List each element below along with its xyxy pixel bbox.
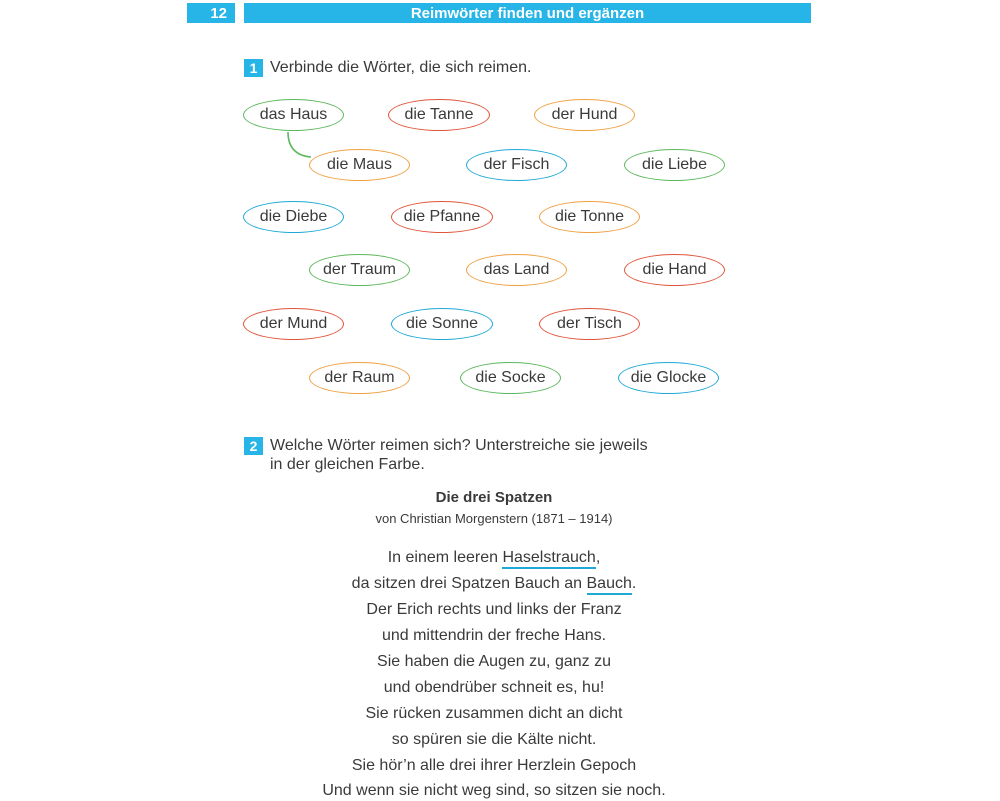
word-die-hand[interactable]: die Hand xyxy=(624,254,725,286)
poem-author: von Christian Morgenstern (1871 – 1914) xyxy=(375,511,613,526)
word-der-fisch[interactable]: der Fisch xyxy=(466,149,567,181)
word-die-glocke[interactable]: die Glocke xyxy=(618,362,719,394)
word-das-haus[interactable]: das Haus xyxy=(243,99,344,131)
task-2-number: 2 xyxy=(244,437,263,455)
poem-line-1-start: In einem leeren xyxy=(387,549,503,566)
poem-line-2-end: . xyxy=(631,575,637,592)
example-connection-line xyxy=(288,132,311,157)
poem-title: Die drei Spatzen xyxy=(435,489,553,506)
word-die-pfanne[interactable]: die Pfanne xyxy=(391,201,493,233)
word-der-raum[interactable]: der Raum xyxy=(309,362,410,394)
poem-line-5: Sie haben die Augen zu, ganz zu xyxy=(377,653,611,670)
poem-line-7: Sie rücken zusammen dicht an dicht xyxy=(365,705,623,722)
word-die-diebe[interactable]: die Diebe xyxy=(243,201,344,233)
poem-line-6: und obendrüber schneit es, hu! xyxy=(383,679,605,696)
poem-line-9: Sie hör’n alle drei ihrer Herzlein Gepoch xyxy=(351,757,637,774)
poem-line-4: und mittendrin der freche Hans. xyxy=(381,627,607,644)
word-die-tanne[interactable]: die Tanne xyxy=(388,99,490,131)
word-die-tonne[interactable]: die Tonne xyxy=(539,201,640,233)
poem-line-3: Der Erich rechts und links der Franz xyxy=(366,601,622,618)
word-die-sonne[interactable]: die Sonne xyxy=(391,308,493,340)
word-die-maus[interactable]: die Maus xyxy=(309,149,410,181)
word-der-traum[interactable]: der Traum xyxy=(309,254,410,286)
task-2-instruction-line1: Welche Wörter reimen sich? Unterstreiche sie jeweils xyxy=(270,437,648,454)
task-1-number: 1 xyxy=(244,59,263,77)
task-1-instruction: Verbinde die Wörter, die sich reimen. xyxy=(270,59,532,76)
underlined-rhyme-word[interactable]: Haselstrauch xyxy=(502,549,595,569)
page-number: 12 xyxy=(187,3,235,23)
poem-line-8: so spüren sie die Kälte nicht. xyxy=(391,731,597,748)
poem-line-1-end: , xyxy=(595,549,601,566)
word-der-tisch[interactable]: der Tisch xyxy=(539,308,640,340)
word-die-socke[interactable]: die Socke xyxy=(460,362,561,394)
word-der-hund[interactable]: der Hund xyxy=(534,99,635,131)
poem-line-2 xyxy=(244,574,744,594)
word-der-mund[interactable]: der Mund xyxy=(243,308,344,340)
word-das-land[interactable]: das Land xyxy=(466,254,567,286)
poem-line-10: Und wenn sie nicht weg sind, so sitzen sie noch. xyxy=(322,782,666,799)
page-title: Reimwörter finden und ergänzen xyxy=(244,3,811,23)
poem-line-2-start: da sitzen drei Spatzen Bauch an xyxy=(351,575,587,592)
underlined-rhyme-word[interactable]: Bauch xyxy=(587,575,632,595)
word-die-liebe[interactable]: die Liebe xyxy=(624,149,725,181)
task-2-instruction-line2: in der gleichen Farbe. xyxy=(270,456,425,473)
poem-line-1 xyxy=(244,548,744,568)
